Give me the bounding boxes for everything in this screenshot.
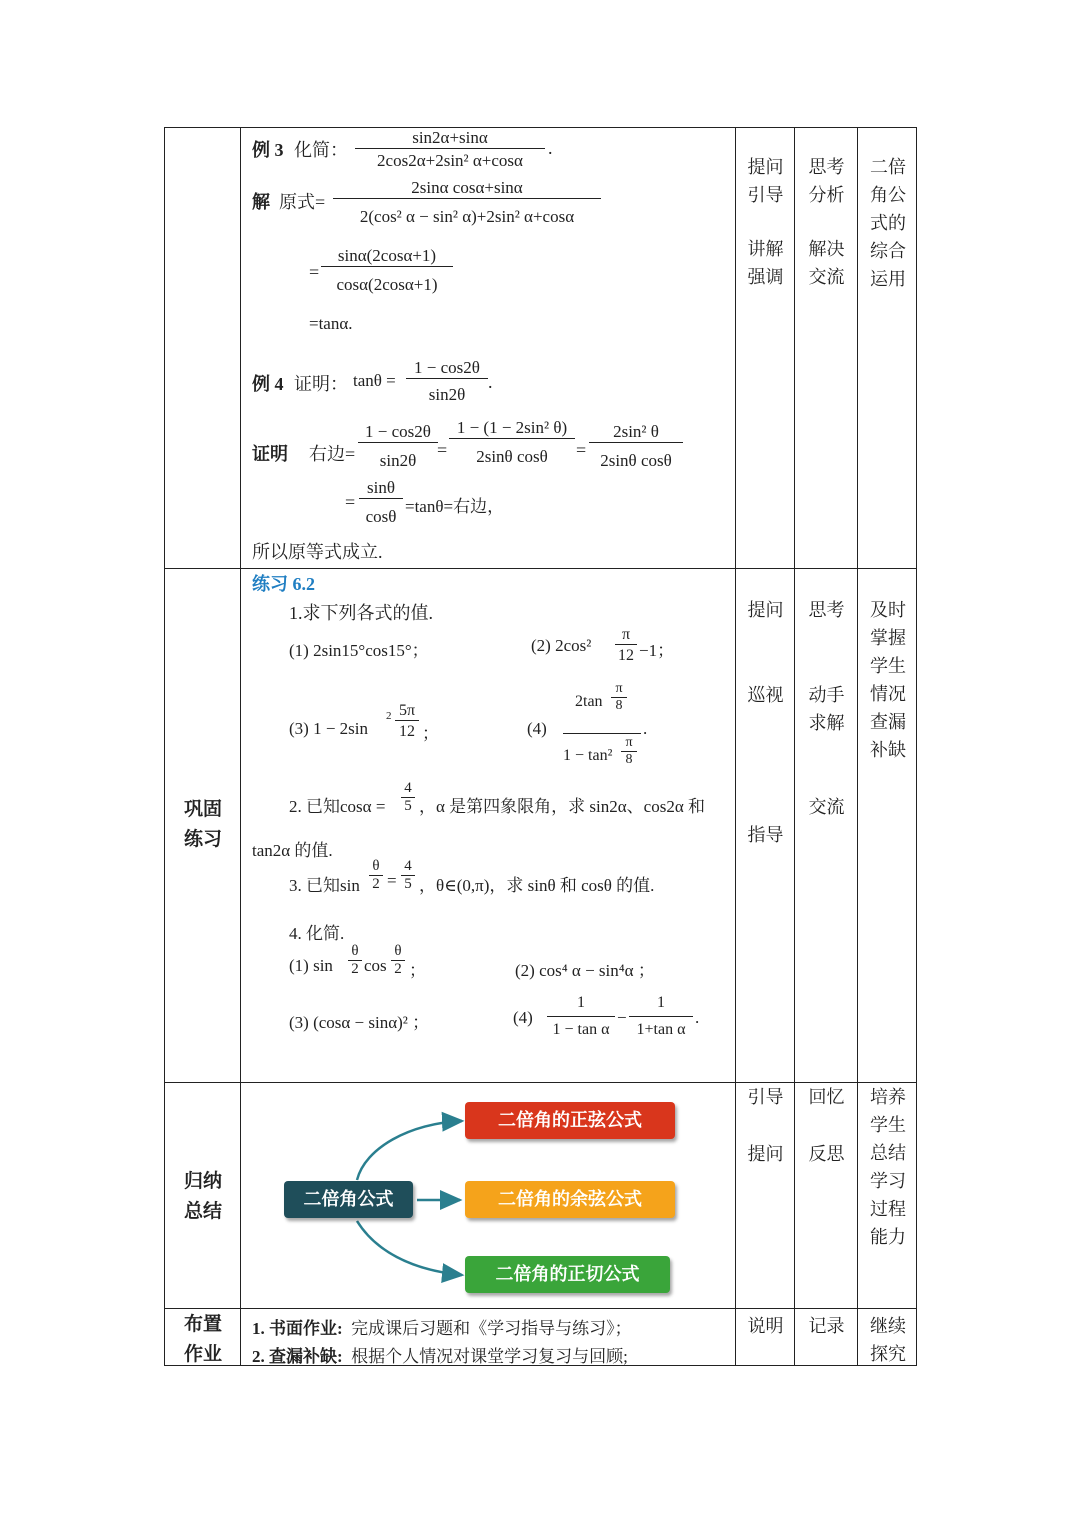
arrow-to-sin bbox=[357, 1121, 462, 1180]
teacher-s3: 引导 提问 bbox=[747, 1087, 784, 1164]
ex4-f4: sinθ cosθ bbox=[359, 478, 403, 527]
intent-s1: 二倍 角公 式的 综合 运用 bbox=[870, 157, 906, 289]
section-name-practice: 巩固 练习 bbox=[183, 799, 222, 850]
question-1-4: (4) bbox=[527, 719, 547, 738]
mindmap-sin-formula: 二倍角的正弦公式 bbox=[465, 1102, 675, 1139]
intent-s2: 及时 掌握 学生 情况 查漏 补缺 bbox=[870, 600, 906, 760]
section-name-summary: 归纳 总结 bbox=[183, 1171, 222, 1222]
column-divider bbox=[857, 128, 858, 1365]
homework-line-1: 1. 书面作业: 完成课后习题和《学习指导与练习》； bbox=[252, 1319, 632, 1338]
ex4-lhs: tanθ = bbox=[353, 371, 396, 390]
column-divider bbox=[794, 128, 795, 1365]
example-verb: 化简： bbox=[294, 140, 348, 160]
ex3-result: =tanα. bbox=[309, 314, 353, 333]
ex3-step2: sinα(2cosα+1) cosα(2cosα+1) bbox=[321, 246, 453, 295]
solution-start: 原式= bbox=[279, 192, 326, 212]
question-3: 3. 已知sin bbox=[289, 876, 360, 895]
proof-start: 右边= bbox=[309, 444, 356, 464]
mindmap-tan-formula: 二倍角的正切公式 bbox=[465, 1256, 670, 1293]
mindmap-center: 二倍角公式 bbox=[284, 1181, 413, 1218]
ex4-f2: 1 − (1 − 2sin² θ) 2sinθ cosθ bbox=[449, 418, 575, 467]
ex4-f3: 2sin² θ 2sinθ cosθ bbox=[589, 422, 683, 471]
section-name-homework: 布置 作业 bbox=[183, 1314, 222, 1365]
teacher-s4: 说明 bbox=[747, 1316, 784, 1336]
question-4-3: (3) (cosα − sinα)² ； bbox=[289, 1013, 430, 1032]
ex4-fraction: 1 − cos2θ sin2θ bbox=[406, 358, 488, 405]
teacher-s1: 提问 引导 讲解 强调 bbox=[747, 157, 784, 287]
column-divider bbox=[735, 128, 736, 1365]
solution-label: 解 bbox=[252, 192, 270, 212]
question-1-2: (2) 2cos² bbox=[531, 636, 592, 655]
practice-title: 练习 6.2 bbox=[252, 574, 315, 594]
question-1-4-fraction: 2tan π 8 1 − tan² π 8 bbox=[563, 681, 641, 777]
question-2: 2. 已知cosα = bbox=[289, 797, 386, 816]
arrow-to-tan bbox=[357, 1221, 462, 1275]
ex4-conclusion: 所以原等式成立. bbox=[252, 542, 383, 562]
question-4-4: (4) bbox=[513, 1008, 533, 1027]
question-1: 1.求下列各式的值. bbox=[289, 603, 433, 623]
ex3-step1: 2sinα cosα+sinα 2(cos² α − sin² α)+2sin² α+cosα bbox=[333, 178, 601, 227]
student-s4: 记录 bbox=[808, 1316, 845, 1336]
question-4-1: (1) sin bbox=[289, 956, 333, 975]
proof-label: 证明 bbox=[252, 444, 288, 464]
question-1-3: (3) 1 − 2sin bbox=[289, 719, 368, 738]
teacher-s2: 提问 巡视 指导 bbox=[747, 600, 784, 845]
lesson-plan-table: 巩固 练习 归纳 总结 布置 作业 例 3 化简： sin2α+sinα 2cos2α+2sin² α+cosα . 解 原式= 2sinα cosα+sinα 2(cos² α − sin² α)+2sin² α+cosα = sinα(2cosα+1) cosα(2cosα+1) =tanα. 例 4 证明： tanθ = 1 − cos2θ sin2θ . 证明 右边= 1 − cos2θ sin2θ = 1 − (1 − 2sin² θ) 2sinθ cosθ = 2sin² θ 2sinθ cosθ = sinθ cosθ =tanθ=右边， 所以原等式成立. 练习 6.2 1.求下列各式的值. (1) 2sin15°cos15°； (2) 2cos² π 12 −1； (3) 1 − 2sin 2 5π 12 ； (4) 2tan π 8 1 − tan² π 8 . 2. 已知cosα = 4 5 ，α 是第四象限角，求 sin2α、cos2α 和 tan2α 的值. 3. 已知sin θ 2 = 4 5 ，θ∈(0,π)，求 sinθ 和 cosθ 的值. 4. 化简. (1) sin θ 2 cos θ 2 ； (2) cos⁴ α − sin⁴α ； (3) (cosα − sinα)² ； (4) 1 1 − tan α − 1 1+tan α . 二倍角公式 二倍角的正弦公式 二倍角的余弦公式 二倍角的正切公式 1. 书面作业: 完成课后习题和《学习指导与练习》； 2. 查漏补缺: 根据个人情况对课堂学习复习与回顾; 提问 引导 讲解 强调 提问 巡视 指导 引导 提问 说明 思考 分析 解决 交流 思考 动手 求解 交流 回忆 反思 记录 二倍 角公 式的 综合 运用 及时 掌握 学生 情况 查漏 补缺 培养 学生 总结 学习 过程 能力 继续 探究 bbox=[164, 127, 917, 1366]
homework-line-2: 2. 查漏补缺: 根据个人情况对课堂学习复习与回顾; bbox=[252, 1347, 628, 1366]
intent-s4: 继续 探究 bbox=[870, 1316, 906, 1364]
ex4-tail: =tanθ=右边， bbox=[405, 497, 505, 516]
question-4-2: (2) cos⁴ α − sin⁴α ； bbox=[515, 961, 655, 980]
student-s1: 思考 分析 解决 交流 bbox=[808, 157, 845, 287]
example-verb: 证明： bbox=[294, 374, 348, 394]
question-4: 4. 化简. bbox=[289, 924, 345, 943]
intent-s3: 培养 学生 总结 学习 过程 能力 bbox=[870, 1087, 906, 1247]
mindmap-cos-formula: 二倍角的余弦公式 bbox=[465, 1181, 675, 1218]
student-s2: 思考 动手 求解 交流 bbox=[808, 600, 845, 817]
example-label: 例 3 bbox=[252, 140, 284, 160]
ex3-fraction: sin2α+sinα 2cos2α+2sin² α+cosα bbox=[355, 128, 545, 171]
row-divider bbox=[165, 1308, 916, 1309]
example-label: 例 4 bbox=[252, 374, 284, 394]
student-s3: 回忆 反思 bbox=[808, 1087, 845, 1164]
question-1-1: (1) 2sin15°cos15°； bbox=[289, 641, 429, 660]
ex4-f1: 1 − cos2θ sin2θ bbox=[358, 422, 438, 471]
